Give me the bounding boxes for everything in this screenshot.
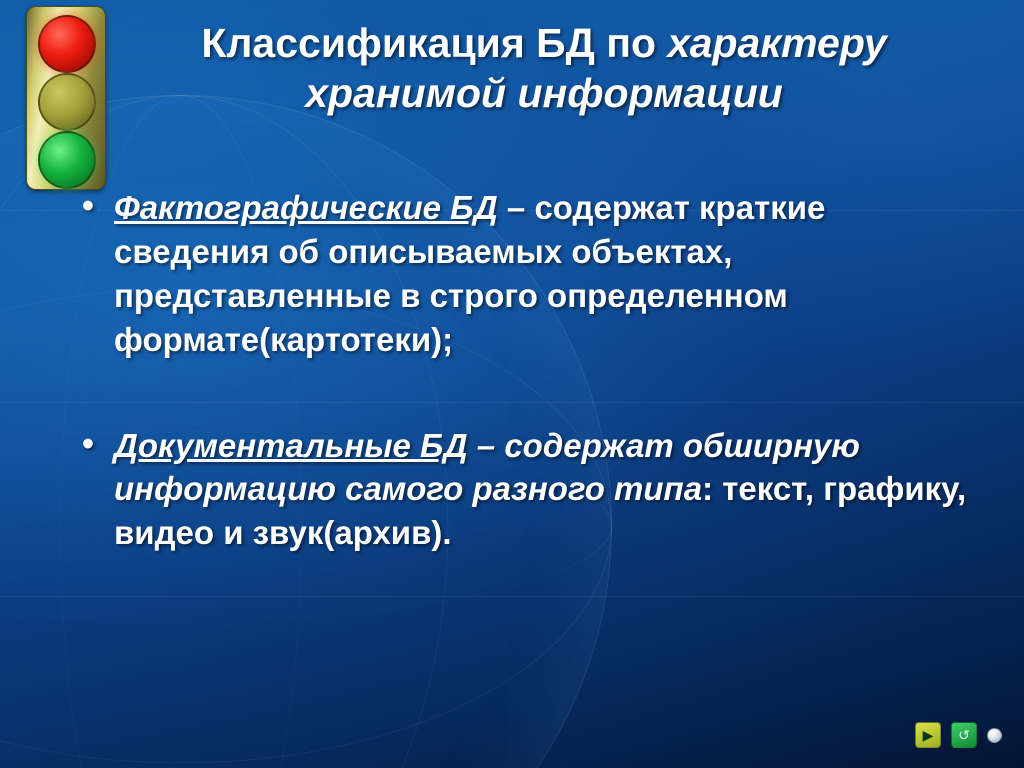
bullet-2-text-plain: : текст, графику, видео и звук(архив). bbox=[114, 470, 967, 552]
slide-body bbox=[72, 186, 972, 555]
traffic-light-icon bbox=[22, 2, 108, 192]
traffic-light-yellow-lamp bbox=[38, 73, 96, 131]
list-item bbox=[72, 186, 972, 362]
slide-title bbox=[104, 18, 984, 118]
bullet-1-text: – содержат краткие сведения об описываемых объектах, представленные в строго определенном формате(картотеки); bbox=[114, 189, 826, 358]
slide-navigation[interactable] bbox=[915, 722, 1002, 748]
next-slide-icon[interactable]: ▶ bbox=[915, 722, 941, 748]
bullet-2-text-italic: – содержат обширную информацию самого разного типа bbox=[114, 426, 860, 508]
traffic-light-red-lamp bbox=[38, 15, 96, 73]
bullet-1-lead: Фактографические БД bbox=[114, 189, 498, 226]
slide-title-line2: хранимой информации bbox=[305, 70, 783, 117]
traffic-light-green-lamp bbox=[38, 131, 96, 189]
bullet-2-lead: Документальные БД bbox=[114, 426, 468, 464]
slide-title-line1-plain: Классификация БД по bbox=[201, 20, 668, 66]
slide-indicator-dot[interactable] bbox=[987, 728, 1002, 743]
replay-icon[interactable]: ↺ bbox=[951, 722, 977, 748]
slide-title-line1-emphasis: характеру bbox=[667, 20, 887, 66]
background-band bbox=[0, 596, 1024, 597]
traffic-light-body bbox=[26, 6, 106, 190]
list-item bbox=[72, 424, 972, 556]
